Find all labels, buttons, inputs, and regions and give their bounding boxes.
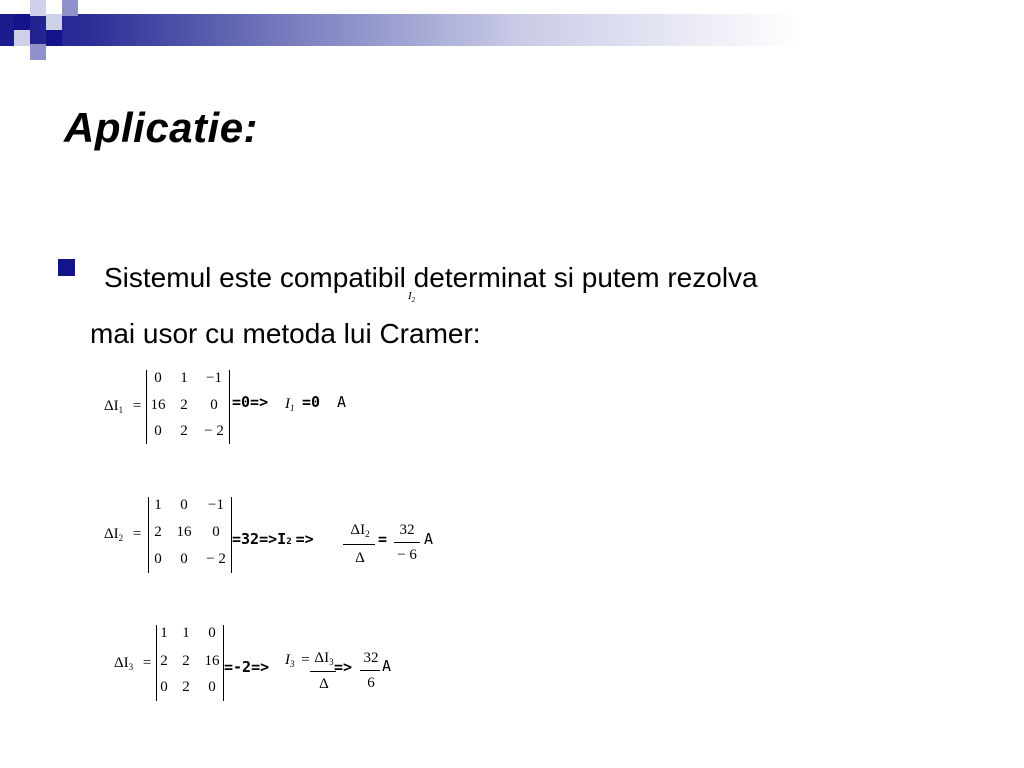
- bullet-text: [90, 250, 930, 362]
- det1-value: =0: [302, 393, 321, 411]
- det3-implies: =>: [334, 658, 353, 676]
- slide-title: Aplicatie:: [64, 104, 259, 151]
- decor-square: [30, 44, 46, 60]
- matrix-cell: 0: [154, 370, 162, 386]
- matrix-cell: −1: [208, 497, 224, 513]
- det3-lhs: $\Delta I_3$ =: [114, 655, 152, 672]
- det3-value-denominator: 6: [367, 675, 375, 691]
- matrix-cell: 1: [160, 625, 168, 641]
- matrix-cell: 0: [208, 625, 216, 641]
- det1-result: =0=>: [232, 393, 269, 411]
- matrix-cell: 16: [176, 524, 192, 540]
- matrix-cell: 16: [204, 653, 220, 669]
- matrix-cell: 1: [154, 497, 162, 513]
- matrix-cell: 0: [154, 551, 162, 567]
- matrix-cell: 1: [182, 625, 190, 641]
- matrix-cell: 2: [160, 653, 168, 669]
- matrix-cell: 0: [154, 423, 162, 439]
- det2-value-denominator: − 6: [397, 547, 417, 563]
- matrix-cell: 1: [180, 370, 188, 386]
- det1-matrix: [146, 370, 230, 444]
- matrix-cell: − 2: [204, 423, 224, 439]
- det2-value-numerator: 32: [399, 522, 415, 538]
- matrix-cell: 0: [208, 679, 216, 695]
- det2-result: =32=>I2 =>: [232, 530, 314, 548]
- matrix-cell: 0: [180, 551, 188, 567]
- decor-square: [46, 14, 62, 30]
- decor-square: [14, 14, 30, 30]
- decor-square: [30, 0, 46, 16]
- det3-unit: A: [382, 657, 392, 675]
- det3-matrix: [156, 625, 224, 701]
- bullet-line-1: Sistemul este compatibil determinat si putem rezolva: [104, 262, 758, 293]
- stray-variable-label: $I_2$: [408, 290, 416, 304]
- matrix-cell: 2: [180, 423, 188, 439]
- matrix-cell: 0: [160, 679, 168, 695]
- matrix-cell: 2: [154, 524, 162, 540]
- decor-square: [46, 30, 62, 46]
- det2-fraction-denominator: Δ: [355, 550, 365, 566]
- fraction-bar: [360, 670, 380, 671]
- decor-square: [62, 0, 78, 16]
- det3-fraction-denominator: Δ: [319, 676, 329, 692]
- matrix-cell: 2: [182, 653, 190, 669]
- det3-result: =-2=>: [224, 658, 270, 676]
- det1-unit: A: [337, 393, 347, 411]
- det2-equals: =: [378, 530, 388, 548]
- bullet-line-2: mai usor cu metoda lui Cramer:: [90, 318, 481, 349]
- matrix-cell: −1: [206, 370, 222, 386]
- decor-square: [14, 30, 30, 46]
- det3-value-numerator: 32: [363, 650, 379, 666]
- det1-lhs: $\Delta I_1$ =: [104, 398, 142, 415]
- fraction-bar: [394, 542, 420, 543]
- det2-unit: A: [424, 530, 434, 548]
- bullet-square-icon: [58, 259, 75, 276]
- matrix-cell: 16: [150, 397, 166, 413]
- matrix-cell: 2: [182, 679, 190, 695]
- det2-lhs: $\Delta I_2$ =: [104, 526, 142, 543]
- matrix-cell: − 2: [206, 551, 226, 567]
- det1-variable: $I_1$: [285, 396, 295, 413]
- fraction-bar: [310, 671, 336, 672]
- det3-fraction-numerator: $\Delta I_3$: [314, 650, 334, 667]
- det2-matrix: [148, 497, 232, 573]
- header-gradient-band: [0, 14, 1024, 46]
- matrix-cell: 0: [212, 524, 220, 540]
- fraction-bar: [343, 544, 375, 545]
- matrix-cell: 0: [180, 497, 188, 513]
- matrix-cell: 2: [180, 397, 188, 413]
- matrix-cell: 0: [210, 397, 218, 413]
- det3-variable: $I_3$ =: [285, 652, 311, 669]
- det2-fraction-numerator: $\Delta I_2$: [350, 522, 370, 539]
